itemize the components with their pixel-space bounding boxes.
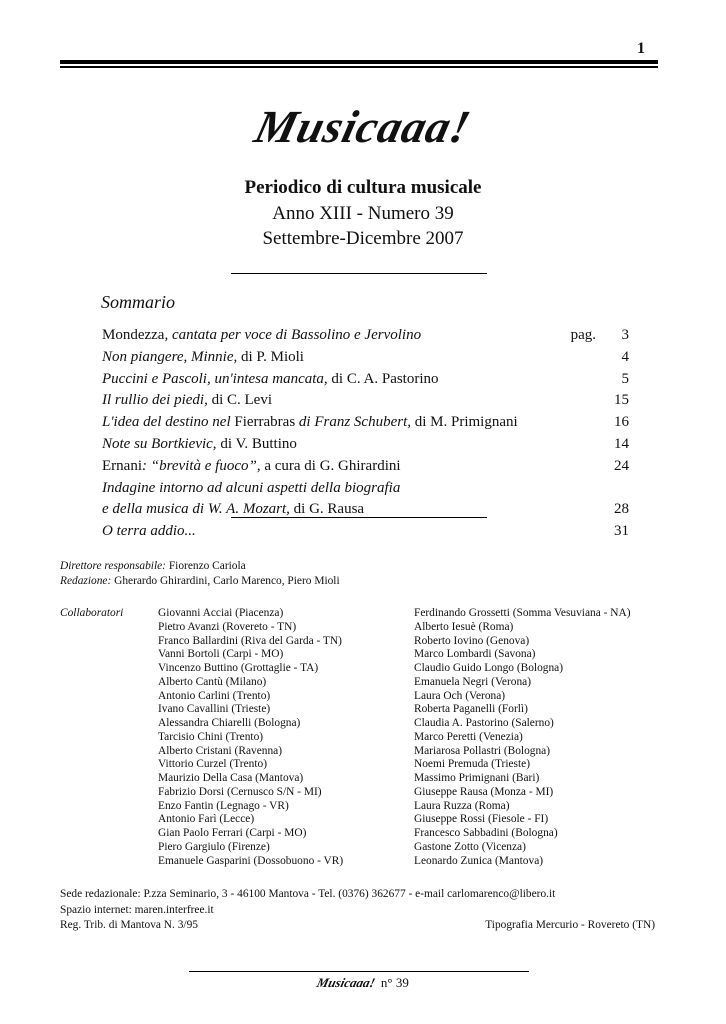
toc-page-number: 3 <box>621 327 629 343</box>
editorial-line: Redazione: Gherardo Ghirardini, Carlo Marenco, Piero Mioli <box>60 575 340 587</box>
collaborator-item: Maurizio Della Casa (Mantova) <box>158 772 304 784</box>
toc-entry: Ernani: “brevità e fuoco”, a cura di G. Ghirardini 24 <box>102 456 629 478</box>
header-rule-thin <box>60 66 658 68</box>
masthead-subtitle: Periodico di cultura musicale <box>244 177 482 198</box>
collaborator-item: Emanuele Gasparini (Dossobuono - VR) <box>158 854 344 867</box>
staff-block <box>60 559 340 589</box>
registration-line: Reg. Trib. di Mantova N. 3/95 Tipografia Mercurio - Rovereto (TN) <box>60 918 655 934</box>
collaborator-item: Marco Lombardi (Savona) <box>414 648 536 661</box>
collaborator-item: Giuseppe Rossi (Fiesole - FI) <box>414 813 549 826</box>
collaborator-item: Alberto Iesuè (Roma) <box>414 620 514 633</box>
collaborator-item: Marco Peretti (Venezia) <box>414 730 523 743</box>
collaborator-item: Leonardo Zunica (Mantova) <box>414 854 544 867</box>
toc-entry: O terra addio... 31 <box>102 521 629 543</box>
collaborator-item: Franco Ballardini (Riva del Garda - TN) <box>158 634 342 647</box>
toc-page-number: 31 <box>614 523 629 540</box>
footer-rule <box>189 971 529 972</box>
collaborator-item: Roberta Paganelli (Forlì) <box>414 703 528 716</box>
collaborator-item: Antonio Carlini (Trento) <box>158 689 271 702</box>
collaborator-item: Alberto Cantù (Milano) <box>158 675 267 688</box>
table-of-contents <box>102 325 629 543</box>
collaborator-item: Vittorio Curzel (Trento) <box>158 758 267 771</box>
toc-entry: e della musica di W. A. Mozart, di G. Rausa 28 <box>102 499 629 521</box>
collaborator-item: Claudio Guido Longo (Bologna) <box>414 662 564 674</box>
masthead-logo: Musicaaa! <box>249 101 477 152</box>
divider-bottom <box>231 517 487 518</box>
toc-page-number: 28 <box>614 501 629 518</box>
collaborator-item: Antonio Farì (Lecce) <box>158 813 255 826</box>
collaborator-item: Noemi Premuda (Trieste) <box>414 758 530 771</box>
collaborator-item: Mariarosa Pollastri (Bologna) <box>414 744 551 757</box>
collaborators-label: Collaboratori <box>60 607 124 619</box>
toc-entry: L'idea del destino nel Fierrabras di Franz Schubert, di M. Primignani 16 <box>102 412 629 434</box>
sommario-title: Sommario <box>101 292 176 312</box>
footer-logo: Musicaaa! <box>315 975 377 990</box>
collaborator-item: Piero Gargiulo (Firenze) <box>158 840 270 853</box>
collaborators-column-2 <box>414 607 631 868</box>
web-line: Spazio internet: maren.interfree.it <box>60 903 214 916</box>
toc-entry: Mondezza, cantata per voce di Bassolino e Jervolino pag. 3 <box>102 325 629 347</box>
collaborator-item: Gastone Zotto (Vicenza) <box>414 840 526 853</box>
toc-page-number: 15 <box>614 392 629 409</box>
toc-entry: Il rullio dei piedi, di C. Levi 15 <box>102 390 629 412</box>
director-line: Direttore responsabile: Fiorenzo Cariola <box>60 560 246 572</box>
collaborator-item: Ferdinando Grossetti (Somma Vesuviana - NA) <box>414 607 631 619</box>
collaborator-item: Alberto Cristani (Ravenna) <box>158 744 282 757</box>
collaborator-item: Giovanni Acciai (Piacenza) <box>158 607 284 619</box>
collaborator-item: Laura Ruzza (Roma) <box>414 799 510 812</box>
collaborator-item: Vanni Bortoli (Carpi - MO) <box>158 648 284 661</box>
printer-info: Tipografia Mercurio - Rovereto (TN) <box>485 919 655 931</box>
collaborator-item: Ivano Cavallini (Trieste) <box>158 703 271 716</box>
collaborator-item: Claudia A. Pastorino (Salerno) <box>414 717 554 729</box>
toc-page-number: 16 <box>614 414 629 431</box>
toc-entry: Non piangere, Minnie, di P. Mioli 4 <box>102 347 629 369</box>
address-line: Sede redazionale: P.zza Seminario, 3 - 46100 Mantova - Tel. (0376) 362677 - e-mail carlomarenco@libero.it <box>60 888 556 900</box>
footer-title <box>0 975 726 991</box>
collaborator-item: Roberto Iovino (Genova) <box>414 634 530 647</box>
collaborator-item: Massimo Primignani (Bari) <box>414 772 540 784</box>
footer-issue: n° 39 <box>380 975 409 990</box>
divider-top <box>231 273 487 274</box>
masthead-date: Settembre-Dicembre 2007 <box>262 228 464 249</box>
collaborator-item: Laura Och (Verona) <box>414 689 506 702</box>
toc-page-number: 24 <box>614 457 629 474</box>
collaborator-item: Pietro Avanzi (Rovereto - TN) <box>158 620 297 633</box>
collaborator-item: Fabrizio Dorsi (Cernusco S/N - MI) <box>158 785 322 798</box>
collaborator-item: Gian Paolo Ferrari (Carpi - MO) <box>158 827 307 839</box>
collaborator-item: Giuseppe Rausa (Monza - MI) <box>414 785 554 798</box>
header-rule-thick <box>60 60 658 64</box>
collaborators-column-1 <box>158 607 343 868</box>
page-number: 1 <box>637 40 645 57</box>
toc-page-number: 5 <box>621 370 629 387</box>
masthead-issue: Anno XIII - Numero 39 <box>272 203 454 224</box>
toc-entry: Puccini e Pascoli, un'intesa mancata, di C. A. Pastorino 5 <box>102 369 629 391</box>
toc-entry: Indagine intorno ad alcuni aspetti della biografia <box>102 479 401 496</box>
footer-info <box>60 887 655 934</box>
collaborator-item: Vincenzo Buttino (Grottaglie - TA) <box>158 662 319 674</box>
toc-page-number: 14 <box>614 435 629 452</box>
collaborator-item: Enzo Fantin (Legnago - VR) <box>158 799 289 812</box>
toc-entry: Note su Bortkievic, di V. Buttino 14 <box>102 434 629 456</box>
collaborator-item: Francesco Sabbadini (Bologna) <box>414 827 558 839</box>
collaborator-item: Emanuela Negri (Verona) <box>414 675 532 688</box>
collaborator-item: Tarcisio Chini (Trento) <box>158 730 264 743</box>
toc-page-number: 4 <box>621 348 629 365</box>
pag-label: pag. <box>570 327 596 343</box>
collaborator-item: Alessandra Chiarelli (Bologna) <box>158 717 301 729</box>
